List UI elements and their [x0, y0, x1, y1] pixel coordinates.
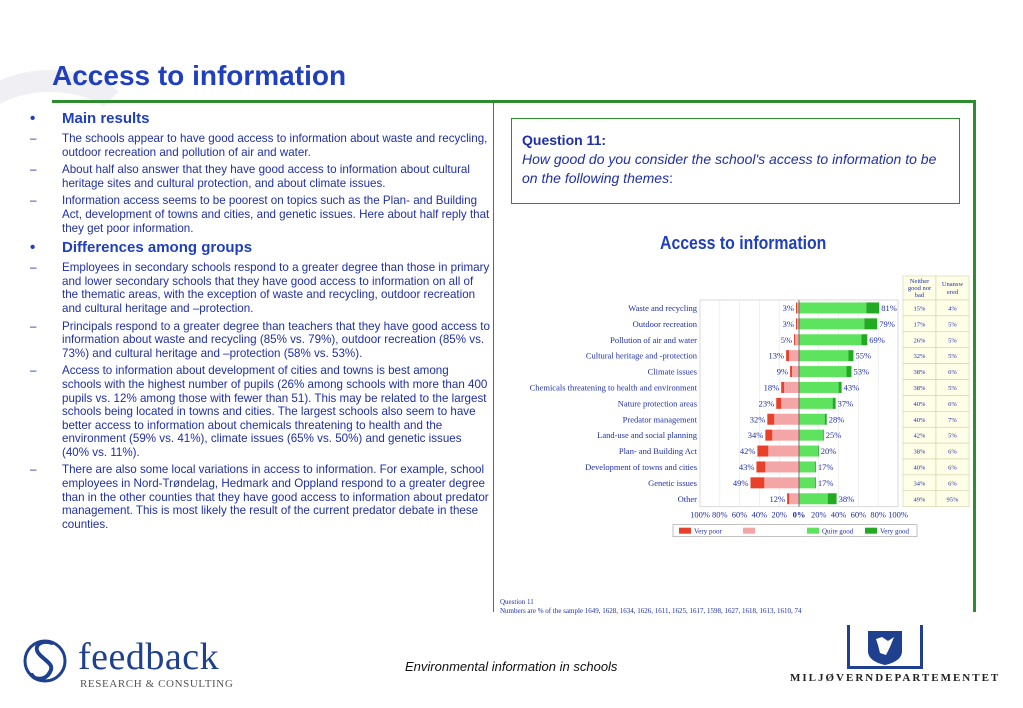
unanswered-value: 5%: [948, 337, 957, 345]
bar-very-poor: [756, 461, 765, 472]
neither-value: 32%: [913, 353, 926, 361]
x-tick-label: 60%: [731, 509, 748, 520]
neither-value: 34%: [913, 480, 926, 488]
good-total-label: 69%: [869, 334, 885, 345]
frame-right-border: [973, 100, 976, 612]
poor-total-label: 12%: [769, 493, 786, 504]
ministry-logo: [790, 625, 1001, 700]
x-tick-label: 40%: [751, 509, 768, 520]
category-label: Waste and recycling: [628, 302, 697, 313]
bar-poor: [792, 366, 799, 377]
good-total-label: 20%: [820, 446, 837, 457]
note-question: Question 11: [500, 598, 534, 606]
title-divider: [52, 100, 976, 103]
legend-label: Very good: [880, 527, 909, 536]
bar-very-poor: [790, 366, 792, 377]
good-total-label: 55%: [855, 350, 872, 361]
chart-note: [500, 598, 802, 615]
good-total-label: 25%: [825, 430, 842, 441]
table-header-cell: [936, 276, 969, 300]
ministry-logo-name: MILJØVERNDEPARTEMENTET: [790, 672, 1001, 684]
legend-swatch: [679, 528, 691, 534]
bar-very-poor: [776, 398, 781, 409]
bar-quite-good: [799, 398, 833, 409]
good-total-label: 79%: [879, 318, 895, 329]
bar-quite-good: [799, 477, 815, 488]
main-results-heading: • Main results: [28, 110, 490, 128]
neither-value: 26%: [913, 337, 926, 345]
category-label: Chemicals threatening to health and environment: [529, 382, 697, 393]
neither-value: 38%: [913, 384, 926, 392]
table-header-neither: Neither good nor bad: [907, 278, 932, 299]
bar-poor: [774, 414, 799, 425]
differences-item: – Principals respond to a greater degree than teachers that they have good access to information about waste and recycling (85% vs. 79%), outdoor recreation (85% vs. 73%) and cultural heritage and –protection (58% vs. 53%).: [28, 320, 490, 361]
bar-very-good: [828, 493, 837, 504]
bar-poor: [789, 350, 799, 361]
bar-quite-good: [799, 318, 864, 329]
category-label: Development of towns and cities: [585, 461, 697, 472]
x-tick-label: 0%: [792, 509, 806, 520]
question-label: Question 11:: [522, 132, 607, 148]
unanswered-value: 5%: [948, 384, 957, 392]
bar-very-good: [823, 430, 824, 441]
x-tick-label: 40%: [830, 509, 847, 520]
poor-total-label: 13%: [768, 350, 785, 361]
feedback-logo-icon: [22, 633, 72, 691]
good-total-label: 28%: [828, 414, 845, 425]
neither-value: 42%: [913, 432, 926, 440]
bar-poor: [772, 430, 799, 441]
bar-very-poor: [750, 477, 764, 488]
bar-poor: [795, 334, 799, 345]
bar-very-good: [849, 350, 854, 361]
unanswered-value: 6%: [948, 400, 957, 408]
differences-item: – Employees in secondary schools respond to a greater degree than those in primary and lower secondary schools that they have good access to information on all of the thematic areas, with the exception of waste and recycling, outdoor recreation and cultural heritage and –protection.: [28, 261, 490, 315]
feedback-logo-word: feedback: [78, 636, 220, 678]
category-label: Plan- and Building Act: [618, 446, 697, 457]
bar-very-poor: [765, 430, 772, 441]
poor-total-label: 42%: [739, 446, 756, 457]
category-label: Nature protection areas: [617, 398, 697, 409]
unanswered-value: 5%: [948, 432, 957, 440]
bar-very-good: [833, 398, 836, 409]
category-label: Outdoor recreation: [632, 318, 697, 329]
question-box: [511, 118, 960, 204]
category-label: Other: [677, 493, 697, 504]
frame-left-border: [493, 100, 494, 612]
ministry-crest-icon: [790, 625, 980, 673]
bar-quite-good: [799, 430, 823, 441]
bar-very-poor: [794, 334, 795, 345]
bar-very-poor: [767, 414, 774, 425]
unanswered-value: 6%: [948, 464, 957, 472]
bar-very-good: [861, 334, 867, 345]
category-label: Cultural heritage and -protection: [585, 350, 697, 361]
bar-quite-good: [799, 334, 861, 345]
bar-quite-good: [799, 350, 849, 361]
bar-very-poor: [787, 493, 789, 504]
differences-item: – Access to information about development of cities and towns is best among schools with the highest number of pupils (26% among schools with more than 400 pupils vs. 12% among those with fewer than 51). This may be related to the largest schools being located in towns and cities. The largest schools also seem to have better access to information about chemicals threatening to health and the environment (59% vs. 41%), climate issues (65% vs. 50%) and genetic issues (40% vs. 11%).: [28, 364, 490, 459]
bar-quite-good: [799, 493, 828, 504]
bar-very-good: [825, 414, 827, 425]
poor-total-label: 43%: [738, 461, 755, 472]
footer-center-text: Environmental information in schools: [405, 659, 618, 674]
neither-value: 17%: [913, 321, 926, 329]
poor-total-label: 18%: [763, 382, 780, 393]
unanswered-value: 7%: [948, 416, 957, 424]
good-total-label: 81%: [881, 302, 897, 313]
legend-swatch: [865, 528, 877, 534]
chart-title: Access to information: [660, 233, 827, 253]
bar-quite-good: [799, 414, 825, 425]
category-label: Genetic issues: [648, 477, 697, 488]
note-sample: Numbers are % of the sample 1649, 1628, 1634, 1626, 1611, 1625, 1617, 1598, 1627, 1618, 1613, 1610, 74: [500, 606, 802, 615]
poor-total-label: 9%: [776, 366, 789, 377]
x-tick-label: 20%: [811, 509, 827, 520]
bar-very-good: [839, 382, 842, 393]
question-suffix: :: [669, 170, 673, 186]
bar-very-poor: [757, 446, 768, 457]
good-total-label: 17%: [817, 461, 834, 472]
neither-value: 40%: [913, 400, 926, 408]
bar-very-good: [864, 318, 877, 329]
bar-quite-good: [799, 461, 815, 472]
feedback-logo: [22, 633, 252, 693]
legend-label: Very poor: [694, 527, 722, 536]
x-tick-label: 80%: [870, 509, 886, 520]
good-total-label: 38%: [838, 493, 855, 504]
x-tick-label: 80%: [712, 509, 728, 520]
unanswered-value: 6%: [948, 480, 957, 488]
legend-label: Quite good: [822, 527, 854, 536]
x-tick-label: 20%: [771, 509, 787, 520]
neither-value: 15%: [913, 305, 926, 313]
unanswered-value: 5%: [948, 321, 957, 329]
bar-poor: [764, 477, 799, 488]
unanswered-value: 5%: [948, 353, 957, 361]
bar-very-good: [815, 461, 816, 472]
neither-value: 40%: [913, 464, 926, 472]
differences-heading: • Differences among groups: [28, 239, 490, 257]
diverging-bar-chart: [495, 270, 973, 560]
page-title: Access to information: [52, 60, 347, 91]
x-tick-label: 100%: [888, 509, 908, 520]
poor-total-label: 23%: [758, 398, 775, 409]
bar-quite-good: [799, 446, 818, 457]
feedback-logo-sub: RESEARCH & CONSULTING: [80, 678, 234, 690]
question-text: How good do you consider the school's access to information to be on the following themes: [522, 151, 937, 186]
bar-very-good: [847, 366, 852, 377]
neither-value: 38%: [913, 448, 926, 456]
unanswered-value: 6%: [948, 369, 957, 377]
poor-total-label: 3%: [782, 302, 795, 313]
poor-total-label: 49%: [732, 477, 749, 488]
poor-total-label: 32%: [749, 414, 766, 425]
neither-value: 40%: [913, 416, 926, 424]
main-results-item: – About half also answer that they have good access to information about cultural heritage sites and cultural protection, and about climate issues.: [28, 163, 490, 190]
unanswered-value: 6%: [948, 448, 957, 456]
poor-total-label: 3%: [782, 318, 795, 329]
category-label: Pollution of air and water: [610, 334, 697, 345]
category-label: Land-use and social planning: [597, 430, 697, 441]
bar-very-poor: [781, 382, 784, 393]
neither-value: 49%: [913, 496, 926, 504]
differences-item: – There are also some local variations in access to information. For example, school employees in Nord-Trøndelag, Hedmark and Oppland respond to a greater degree than in the other counties that they have good access to information about predator management. This is most likely the result of the current predator debate in these counties.: [28, 463, 490, 531]
bar-quite-good: [799, 366, 847, 377]
main-results-item: – The schools appear to have good access to information about waste and recycling, outdoor recreation and pollution of air and water.: [28, 132, 490, 159]
poor-total-label: 34%: [747, 430, 764, 441]
bar-quite-good: [799, 302, 866, 313]
category-label: Predator management: [622, 414, 697, 425]
good-total-label: 53%: [853, 366, 870, 377]
bar-quite-good: [799, 382, 839, 393]
bar-poor: [765, 461, 799, 472]
main-results-item: – Information access seems to be poorest on topics such as the Plan- and Building Act, development of towns and cities, and genetic issues. Here about half reply that they get poor information.: [28, 194, 490, 235]
bar-very-good: [815, 477, 816, 488]
table-header-unanswered: Unansw ered: [941, 281, 964, 296]
legend-swatch: [807, 528, 819, 534]
unanswered-value: 4%: [948, 305, 957, 313]
bar-poor: [789, 493, 799, 504]
bar-poor: [784, 382, 799, 393]
bar-very-good: [866, 302, 879, 313]
good-total-label: 43%: [843, 382, 860, 393]
bar-very-good: [818, 446, 819, 457]
good-total-label: 17%: [817, 477, 834, 488]
neither-value: 38%: [913, 369, 926, 377]
bar-very-poor: [796, 302, 797, 313]
bar-poor: [781, 398, 799, 409]
category-label: Climate issues: [647, 366, 697, 377]
good-total-label: 37%: [837, 398, 854, 409]
unanswered-value: 95%: [946, 496, 959, 504]
x-tick-label: 100%: [690, 509, 710, 520]
x-tick-label: 60%: [850, 509, 867, 520]
chart-svg: [495, 270, 973, 560]
text-panel: [28, 108, 490, 535]
bar-poor: [768, 446, 799, 457]
legend-swatch: [743, 528, 755, 534]
poor-total-label: 5%: [780, 334, 793, 345]
bar-very-poor: [786, 350, 789, 361]
bar-very-poor: [796, 318, 797, 329]
